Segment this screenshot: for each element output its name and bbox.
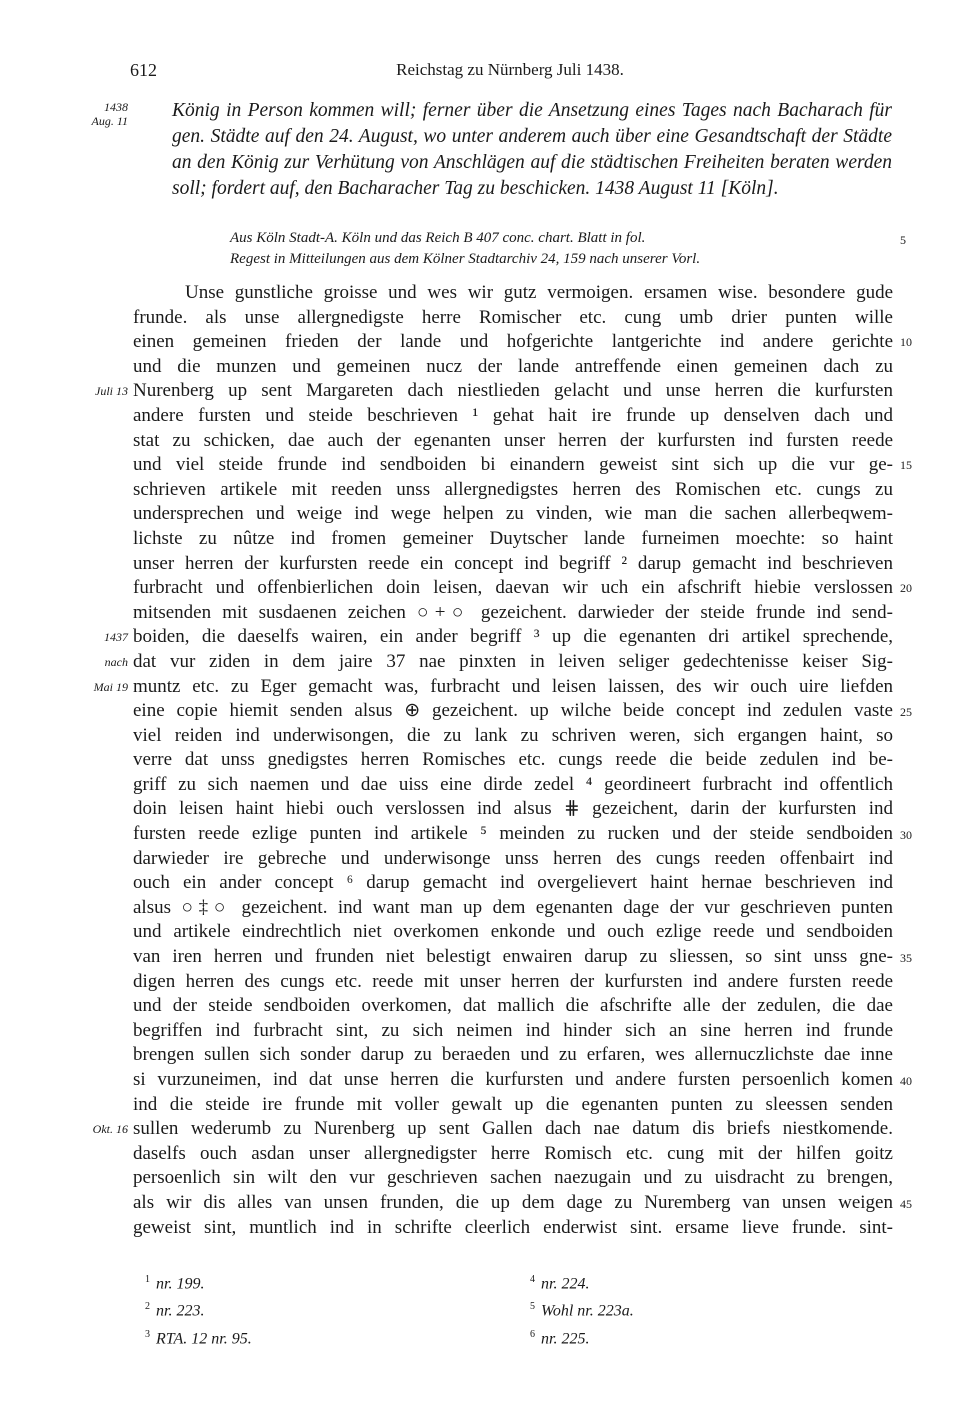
body-line: Unse gunstliche groisse und wes wir gutz vermoigen. ersamen wise. besondere gude — [185, 282, 893, 303]
footnote-marker: 1 — [145, 1274, 150, 1285]
margin-note: 1437 — [104, 630, 128, 645]
source-note — [230, 228, 910, 270]
body-line: muntz etc. zu Eger gemacht was, furbracht und leisen laissen, des wir ouch uire liefden — [133, 675, 893, 697]
line-number: 5 — [900, 233, 906, 247]
margin-note: nach — [104, 655, 128, 669]
margin-date-year: 1438 — [104, 100, 128, 114]
source-line: Aus Köln Stadt-A. Köln und das Reich B 407 conc. chart. Blatt in fol. — [230, 230, 646, 246]
body-line: sullen wederumb zu Nurenberg up sent Gallen dach nae datum dis briefs niestkomende. — [133, 1118, 893, 1140]
footnotes-left — [145, 1268, 252, 1350]
line-number: 35 — [900, 951, 912, 965]
body-line: furbracht und offenbierlichen doin leisen, daevan wir uch ein afschrift hiebie verslossen — [133, 577, 893, 599]
body-line: mitsenden mit susdaenen zeichen ○+○ gezeichent. darwieder der steide frunde ind send- — [133, 601, 893, 623]
line-number: 20 — [900, 581, 912, 595]
line-number: 25 — [900, 705, 912, 719]
body-line: und viel steide frunde ind sendboiden bi einandern geweist sint sich up die vur ge- — [133, 454, 893, 476]
running-head: Reichstag zu Nürnberg Juli 1438. — [396, 60, 624, 79]
body-line: fursten reede ezlige punten ind artikele ⁵ meinden zu rucken und der steide sendboiden — [133, 823, 893, 845]
body-line: persoenlich sin wilt den vur geschrieven sachen naezugain und zu uisdracht zu brengen, — [133, 1167, 893, 1189]
footnote-marker: 6 — [530, 1328, 535, 1340]
body-line: darwieder ire gebreche und underwisonge unss herren des cungs reeden offenbairt ind — [133, 847, 893, 869]
margin-note: Okt. 16 — [92, 1122, 128, 1137]
margin-note: Juli 13 — [95, 384, 128, 399]
line-number: 30 — [900, 828, 912, 842]
body-line: schrieven artikele mit reeden unss allergnedigstes herren des Romischen etc. cungs zu — [133, 478, 893, 500]
body-line: dat vur ziden in dem jaire 37 nae pinxten in leiven seliger gedechtenisse keiser Sig- — [133, 650, 893, 672]
body-line: griff zu sich naemen und dae uiss eine dirde zedel ⁴ geordineert furbracht ind offentlich — [133, 773, 893, 795]
line-number: 45 — [900, 1197, 912, 1211]
body-line: undersprechen und weige ind wege helpen zu vinden, wie man die sachen allerbeqwem- — [133, 503, 893, 525]
footnote — [145, 1323, 252, 1350]
footnote-text: nr. 199. — [156, 1275, 205, 1293]
footnote-marker: 5 — [530, 1301, 535, 1313]
document-summary: König in Person kommen will; ferner über die Ansetzung eines Tages nach Bacharach für gen. Städte auf den 24. August, wo unter anderem auch über eine Gesandtschaft der Städte an den König zur Verhütung von Anschlägen auf die städtischen Freiheiten beraten werden soll; fordert auf, den Bacharacher Tag zu beschicken. 1438 August 11 [Köln]. — [172, 100, 892, 199]
footnote-text: Wohl nr. 223a. — [541, 1302, 634, 1320]
body-line: verre dat unss gnedigstes herren Romisches etc. cungs reede die beide zedulen ind be- — [133, 749, 893, 771]
source-line: Regest in Mitteilungen aus dem Kölner Stadtarchiv 24, 159 nach unserer Vorl. — [230, 251, 701, 267]
body-line: ouch ein ander concept ⁶ darup gemacht ind overgelievert haint hernae beschrieven ind — [133, 872, 893, 894]
margin-date-day: Aug. 11 — [91, 114, 128, 128]
margin-date-top — [78, 100, 128, 128]
footnote-text: RTA. 12 nr. 95. — [156, 1329, 252, 1347]
body-line: Nurenberg up sent Margareten dach niestlieden gelacht und unse herren die kurfursten — [133, 380, 893, 402]
body-line: viel reiden ind underwisongen, die zu lank zu schriven weren, sich ergangen haint, so — [133, 724, 893, 746]
footnote — [530, 1295, 634, 1322]
footnote — [530, 1323, 634, 1350]
body-line: boiden, die daeselfs wairen, ein ander begriff ³ up die egenanten dri artikel sprechende, — [133, 626, 893, 648]
footnote — [145, 1295, 252, 1322]
body-line: lichste zu nûtze ind fromen gemeiner Duytscher lande furneimen moechte: so haint — [133, 527, 893, 549]
page-number: 612 — [130, 60, 157, 80]
body-line: als wir dis alles van unsen frunden, die up dem dage zu Nuremberg van unsen weigen — [133, 1191, 893, 1213]
body-line: frunde. als unse allergnedigste herre Romischer etc. cung umb drier punten wille — [133, 306, 893, 328]
line-number: 15 — [900, 458, 912, 472]
footnote-text: nr. 225. — [541, 1329, 590, 1347]
footnote-text: nr. 224. — [541, 1275, 590, 1293]
body-line: unser herren der kurfursten reede ein concept ind begriff ² darup gemacht ind beschrieven — [133, 552, 893, 574]
footnote — [530, 1268, 634, 1295]
body-line: und artikele eindrechtlich niet overkomen enkonde und ouch ezlige reede und sendboiden — [133, 921, 893, 943]
body-line: begriffen ind furbracht sint, zu sich neimen ind hinder sich an sine herren ind frunde — [133, 1019, 893, 1041]
body-line: daselfs ouch asdan unser allergnedigster herre Romisch etc. cung mit der hilfen goitz — [133, 1142, 893, 1164]
page-header — [130, 60, 890, 90]
body-line: digen herren des cungs etc. reede mit unser herren der kurfursten ind andere fursten reede — [133, 970, 893, 992]
body-line: doin leisen haint hiebi ouch verslossen ind alsus ⋕ gezeichent, darin der kurfursten ind — [133, 798, 893, 820]
body-line: ind die steide ire frunde mit voller gewalt up die egenanten punten zu sleessen senden — [133, 1093, 893, 1115]
letter-body — [133, 281, 893, 1240]
margin-note: Mai 19 — [93, 679, 128, 694]
footnotes-right — [530, 1268, 634, 1350]
footnote-marker: 3 — [145, 1328, 150, 1340]
footnote-text: nr. 223. — [156, 1302, 205, 1320]
body-line: andere fursten und steide beschrieven ¹ gehat hait ire frunde up denselven dach und — [133, 404, 893, 426]
line-number: 40 — [900, 1074, 912, 1088]
footnote-marker: 2 — [145, 1301, 150, 1313]
body-line: und die munzen und gemeinen nucz der lande antreffende einen gemeinen dach zu — [133, 355, 893, 377]
body-line: einen gemeinen frieden der lande und hofgerichte lantgerichte ind andere gerichte — [133, 331, 893, 353]
footnote-marker: 4 — [530, 1274, 535, 1285]
body-line: brengen sullen sich sonder darup zu beraeden und zu erfaren, wes allernuczlichste dae inne — [133, 1044, 893, 1066]
body-line: alsus ○‡○ gezeichent. ind want man up dem egenanten dage der vur geschrieven punten — [133, 896, 893, 918]
line-number: 10 — [900, 335, 912, 349]
body-line: stat zu schicken, dae auch der egenanten unser herren der kurfursten ind fursten reede — [133, 429, 893, 451]
body-line: van iren herren und frunden niet belestigt enwairen darup zu sliessen, so sint unss gne- — [133, 946, 893, 968]
footnote — [145, 1268, 252, 1295]
body-line: geweist sint, muntlich ind in schrifte cleerlich enderwist sint. ersame lieve frunde. sint- — [133, 1216, 893, 1238]
body-line: si vurzuneimen, ind dat unse herren die kurfursten und andere fursten persoenlich komen — [133, 1069, 893, 1090]
body-line: eine copie hiemit senden alsus ⊕ gezeichent. up wilche beide concept ind zedulen vaste — [133, 700, 893, 722]
body-line: und der steide sendboiden overkomen, dat mallich die afschrifte alle der zedulen, die dae — [133, 995, 893, 1017]
